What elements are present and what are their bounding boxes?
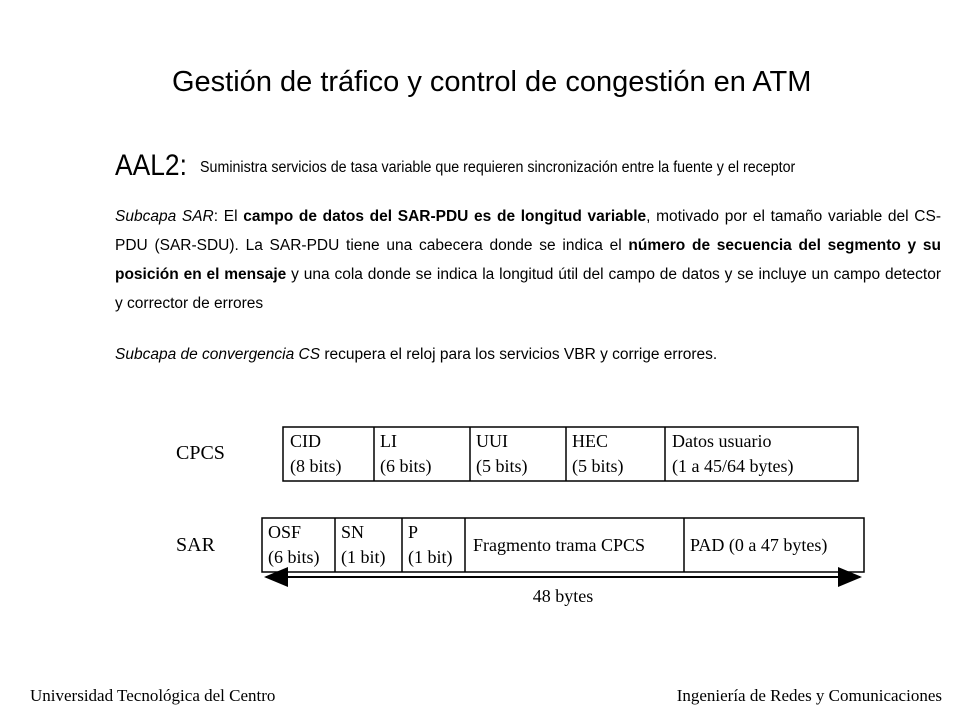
sar-label: SAR (176, 534, 215, 556)
cs-lead: Subcapa de convergencia CS (115, 346, 321, 363)
cpcs-field-hec: HEC (572, 431, 608, 451)
sar-bold-2: número de secuencia del segmento y su posición en el mensaje (115, 237, 941, 283)
aal2-heading: AAL2: (115, 149, 187, 182)
footer-course: Ingeniería de Redes y Comunicaciones (676, 686, 942, 705)
sar-field-p-size: (1 bit) (408, 547, 453, 567)
cpcs-field-li-size: (6 bits) (380, 456, 432, 476)
sar-field-sn: SN (341, 522, 365, 542)
sar-field-fragmento: Fragmento trama CPCS (473, 535, 645, 555)
cpcs-field-uui-size: (5 bits) (476, 456, 528, 476)
slide-title: Gestión de tráfico y control de congestión en ATM (172, 66, 812, 98)
length-label: 48 bytes (532, 586, 594, 606)
sar-lead: Subcapa SAR (115, 208, 214, 225)
cpcs-field-hec-size: (5 bits) (572, 456, 624, 476)
cpcs-field-cid: CID (290, 431, 321, 451)
cs-text: recupera el reloj para los servicios VBR y corrige errores. (320, 346, 718, 363)
sar-field-pad: PAD (0 a 47 bytes) (690, 535, 828, 555)
cpcs-field-li: LI (380, 431, 397, 451)
sar-field-osf: OSF (268, 522, 302, 542)
aal2-description: Suministra servicios de tasa variable que requieren sincronización entre la fuente y el receptor (200, 159, 796, 176)
sar-text-1: : El (213, 208, 244, 225)
footer-institution: Universidad Tecnológica del Centro (30, 686, 276, 705)
sar-text-3: y una cola donde se indica la longitud útil del campo de datos y se incluye un campo detector y corrector de errores (115, 266, 942, 312)
sar-field-sn-size: (1 bit) (341, 547, 386, 567)
sar-field-osf-size: (6 bits) (268, 547, 320, 567)
cpcs-field-datos-size: (1 a 45/64 bytes) (672, 456, 794, 476)
cpcs-label: CPCS (176, 442, 225, 464)
cpcs-field-cid-size: (8 bits) (290, 456, 342, 476)
cpcs-field-uui: UUI (476, 431, 508, 451)
sar-text-2: , motivado por el tamaño variable del CS-PDU (SAR-SDU). La SAR-PDU tiene una cabecera donde se indica el (115, 208, 941, 254)
sar-bold-1: campo de datos del SAR-PDU es de longitud variable (243, 208, 647, 225)
cpcs-field-datos: Datos usuario (672, 431, 772, 451)
sar-field-p: P (408, 522, 419, 542)
